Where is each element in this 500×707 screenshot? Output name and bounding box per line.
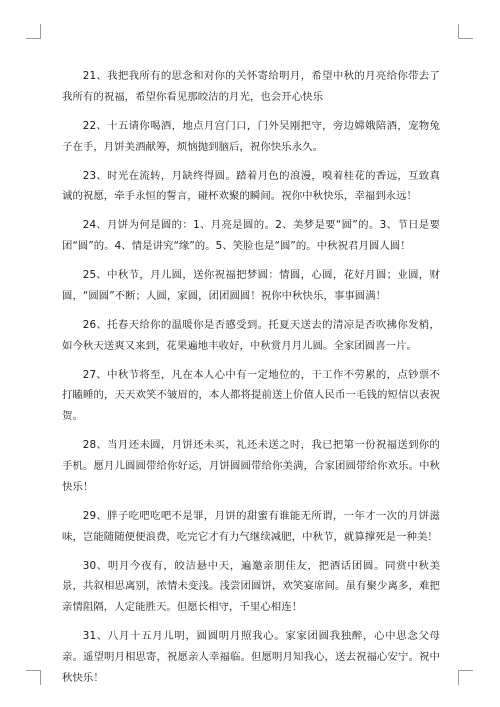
- paragraph-29: 29、胖子吃吧吃吧不是罪，月饼的甜蜜有谁能无所谓，一年才一次的月饼滋味，岂能随随便便浪费，吃完它才有力气继续减肥，中秋节，就算撑死是一种美！: [62, 509, 440, 543]
- paragraph-30: 30、明月今夜有，皎洁悬中天，遍邀亲朋佳友，把酒话团圆。同赏中秋美景，共叙相思离别，浓情未变浅。浅尝团圆饼，欢笑宴席间。虽有聚少离多，难把亲情阻隔，人定能胜天。但愿长相守，千里心相连！: [62, 559, 440, 614]
- paragraph-21: 21、我把我所有的思念和对你的关怀寄给明月，希望中秋的月亮给你带去了我所有的祝福，希望你看见那皎洁的月光，也会开心快乐: [62, 70, 440, 103]
- paragraph-27: 27、中秋节将至，凡在本人心中有一定地位的，干工作不劳累的，点钞票不打瞌睡的，天天欢笑不皱眉的，本人都将提前送上价值人民币一毛钱的短信以表祝贺。: [62, 368, 440, 423]
- paragraph-25: 25、中秋节，月儿圆，送你祝福把梦圆：情圆，心圆，花好月圆；业圆，财圆，“圆圆”不断；人圆，家圆，团团圆圆！祝你中秋快乐，事事圆满！: [62, 269, 440, 302]
- paragraph-22: 22、十五请你喝酒，地点月宫门口，门外吴刚把守，旁边嫦娥陪酒，宠物兔子在手，月饼美酒献筹，烦恼抛到脑后，祝你快乐永久。: [62, 119, 440, 153]
- crop-mark-top-left: [26, 24, 41, 39]
- paragraph-24: 24、月饼为何是圆的：1、月亮是圆的。2、美梦是要“圆”的。3、节日是要团“圆”的。4、情是讲究“缘”的。5、笑脸也是“圆”的。中秋祝君月圆人圆！: [62, 219, 440, 253]
- paragraph-28: 28、当月还未圆，月饼还未买，礼还未送之时，我已把第一份祝福送到你的手机。愿月儿圆圆带给你好运，月饼圆圆带给你美满，合家团圆带给你欢乐。中秋快乐！: [62, 439, 440, 493]
- document-body: [62, 66, 440, 697]
- crop-mark-top-right: [458, 24, 473, 39]
- crop-mark-bottom-left: [26, 670, 41, 685]
- paragraph-31: 31、八月十五月儿明，圆圆明月照我心。家家团圆我独醉，心中思念父母亲。遥望明月相思寄，祝愿亲人幸福临。但愿明月知我心，送去祝福心安宁。祝中秋快乐！: [62, 630, 440, 684]
- paragraph-23: 23、时光在流转，月缺终得圆。踏着月色的浪漫，嗅着桂花的香远，互致真诚的祝愿，牵手永恒的誓言，碰杯欢聚的瞬间。祝你中秋快乐，幸福到永远！: [62, 169, 440, 203]
- paragraph-26: 26、托春天给你的温暖你是否感受到。托夏天送去的清凉是否吹拂你发梢，如今秋天送爽又来到，花果遍地丰收好，中秋赏月月儿圆。全家团圆喜一片。: [62, 318, 440, 352]
- crop-mark-bottom-right: [458, 670, 473, 685]
